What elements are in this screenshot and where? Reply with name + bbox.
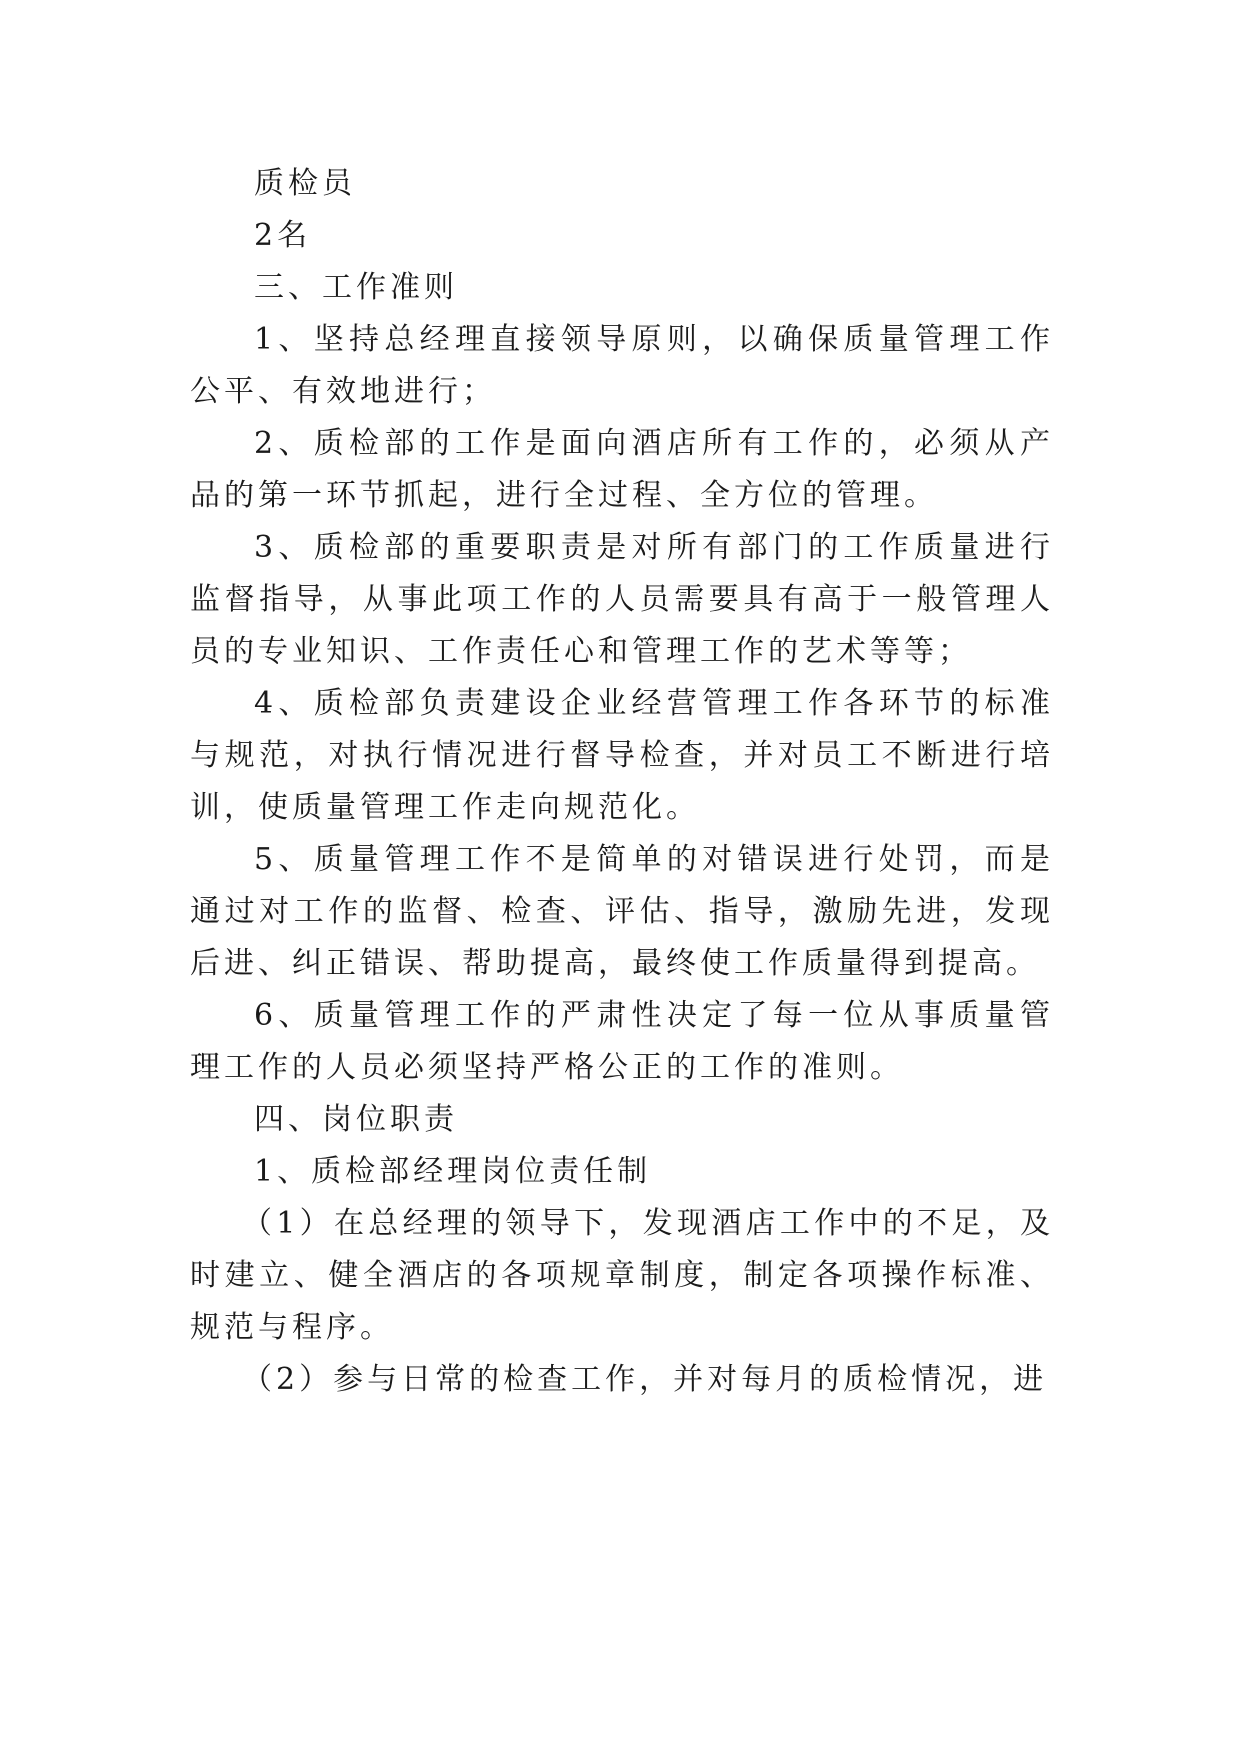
paragraph-headcount: 2名 — [254, 218, 312, 253]
principle-item-5: 5、质量管理工作不是简单的对错误进行处罚，而是通过对工作的监督、检查、评估、指导，激励先进，发现后进、纠正错误、帮助提高，最终使工作质量得到提高。 — [190, 842, 1054, 981]
duty-item-1: （1）在总经理的领导下，发现酒店工作中的不足，及时建立、健全酒店的各项规章制度，制定各项操作标准、规范与程序。 — [190, 1206, 1054, 1345]
section-heading-work-principles: 三、工作准则 — [254, 270, 458, 305]
document-body — [190, 158, 1054, 1406]
principle-item-1: 1、坚持总经理直接领导原则，以确保质量管理工作公平、有效地进行； — [190, 322, 1054, 409]
principle-item-2: 2、质检部的工作是面向酒店所有工作的，必须从产品的第一环节抓起，进行全过程、全方位的管理。 — [190, 426, 1054, 513]
duty-item-2: （2）参与日常的检查工作，并对每月的质检情况，进 — [242, 1362, 1048, 1397]
duty-heading-manager: 1、质检部经理岗位责任制 — [254, 1154, 652, 1189]
principle-item-6: 6、质量管理工作的严肃性决定了每一位从事质量管理工作的人员必须坚持严格公正的工作的准则。 — [190, 998, 1054, 1085]
paragraph-position-title: 质检员 — [254, 166, 356, 201]
principle-item-3: 3、质检部的重要职责是对所有部门的工作质量进行监督指导，从事此项工作的人员需要具有高于一般管理人员的专业知识、工作责任心和管理工作的艺术等等； — [190, 530, 1054, 669]
principle-item-4: 4、质检部负责建设企业经营管理工作各环节的标准与规范，对执行情况进行督导检查，并对员工不断进行培训，使质量管理工作走向规范化。 — [190, 686, 1054, 825]
section-heading-job-duties: 四、岗位职责 — [254, 1102, 458, 1137]
